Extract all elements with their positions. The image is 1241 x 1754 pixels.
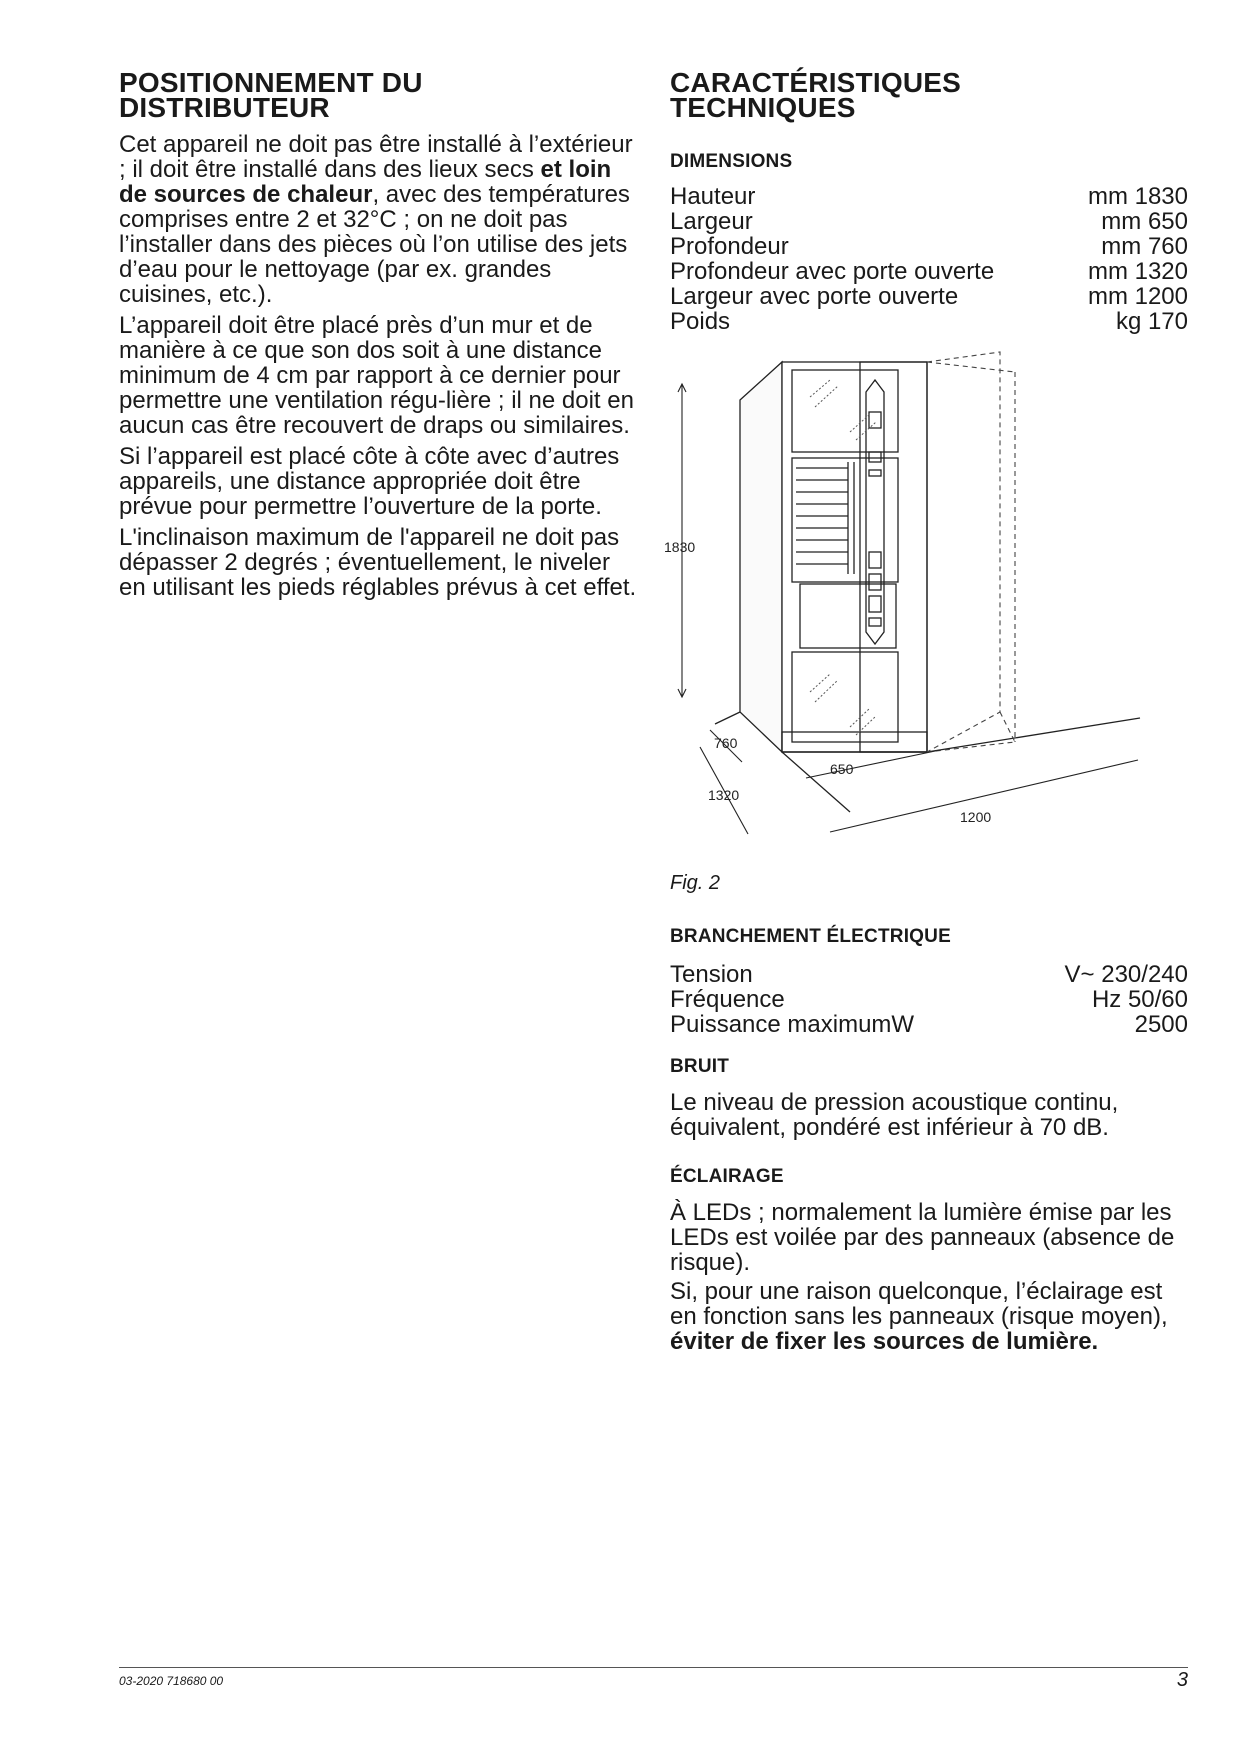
- electrical-section: [670, 926, 1188, 1037]
- document-code: 03-2020 718680 00: [119, 1674, 224, 1688]
- noise-heading: BRUIT: [670, 1056, 730, 1077]
- paragraph-2: L’appareil doit être placé près d’un mur et de manière à ce que son dos soit à une distance minimum de 4 cm par rapport à ce dernier pour permettre une ventilation régu-lière ; il ne doit en aucun cas être recouvert de draps ou similaires.: [119, 312, 634, 439]
- section-title-positioning: POSITIONNEMENT DU DISTRIBUTEUR: [119, 67, 423, 123]
- lighting-text-1: À LEDs ; normalement la lumière émise par les LEDs est voilée par des panneaux (absence de risque).: [670, 1199, 1175, 1276]
- vending-machine-diagram: [664, 352, 1190, 882]
- label-depth-open: 1320: [708, 787, 740, 803]
- page-number: 3: [1176, 1669, 1188, 1691]
- paragraph-1: Cet appareil ne doit pas être installé à l’extérieur ; il doit être installé dans des lieux secs et loin de sources de chaleur, avec des températures comprises entre 2 et 32°C ; on ne doit pas l’installer dans des pièces où l’on utilise des jets d’eau pour le nettoyage (par ex. grandes cuisines, etc.).: [119, 131, 633, 308]
- paragraph-3: Si l’appareil est placé côte à côte avec d’autres appareils, une distance appropriée doit être prévue pour permettre l’ouverture de la porte.: [119, 443, 620, 520]
- spec-row: Profondeur avec porte ouverte mm 1320: [670, 258, 1188, 285]
- dimensions-heading: DIMENSIONS: [670, 151, 793, 172]
- dimension-drawing: [664, 352, 1190, 882]
- spec-row: Tension V~ 230/240: [670, 961, 1188, 988]
- label-width: 650: [830, 761, 854, 777]
- electrical-table: [670, 962, 1188, 1037]
- spec-row: Profondeur mm 760: [670, 233, 1188, 260]
- paragraph-4: L'inclinaison maximum de l'appareil ne doit pas dépasser 2 degrés ; éventuellement, le niveler en utilisant les pieds réglables prévus à cet effet.: [119, 524, 637, 601]
- dimensions-table: [670, 184, 1188, 334]
- spec-row: Poids kg 170: [670, 308, 1188, 335]
- label-height: 1830: [664, 539, 696, 555]
- spec-row: Hauteur mm 1830: [670, 183, 1188, 210]
- figure-caption: Fig. 2: [670, 872, 721, 894]
- spec-row: Largeur mm 650: [670, 208, 1188, 235]
- electrical-heading: BRANCHEMENT ÉLECTRIQUE: [670, 926, 951, 947]
- noise-text: Le niveau de pression acoustique continu, équivalent, pondéré est inférieur à 70 dB.: [670, 1089, 1119, 1141]
- spec-row: Fréquence Hz 50/60: [670, 986, 1188, 1013]
- spec-row: Puissance maximumW 2500: [670, 1011, 1188, 1038]
- label-width-open: 1200: [960, 809, 992, 825]
- spec-row: Largeur avec porte ouverte mm 1200: [670, 283, 1188, 310]
- lighting-heading: ÉCLAIRAGE: [670, 1166, 784, 1187]
- left-column: [119, 67, 639, 606]
- lighting-text-2: Si, pour une raison quelconque, l’éclairage est en fonction sans les panneaux (risque moyen), éviter de fixer les sources de lumière.: [670, 1278, 1168, 1355]
- positioning-text: [119, 132, 639, 600]
- right-column: [670, 67, 1188, 335]
- section-title-specs: CARACTÉRISTIQUES TECHNIQUES: [670, 67, 961, 123]
- label-depth: 760: [714, 735, 738, 751]
- footer-divider: [119, 1667, 1188, 1668]
- noise-section: [670, 1056, 1188, 1140]
- lighting-section: [670, 1166, 1188, 1354]
